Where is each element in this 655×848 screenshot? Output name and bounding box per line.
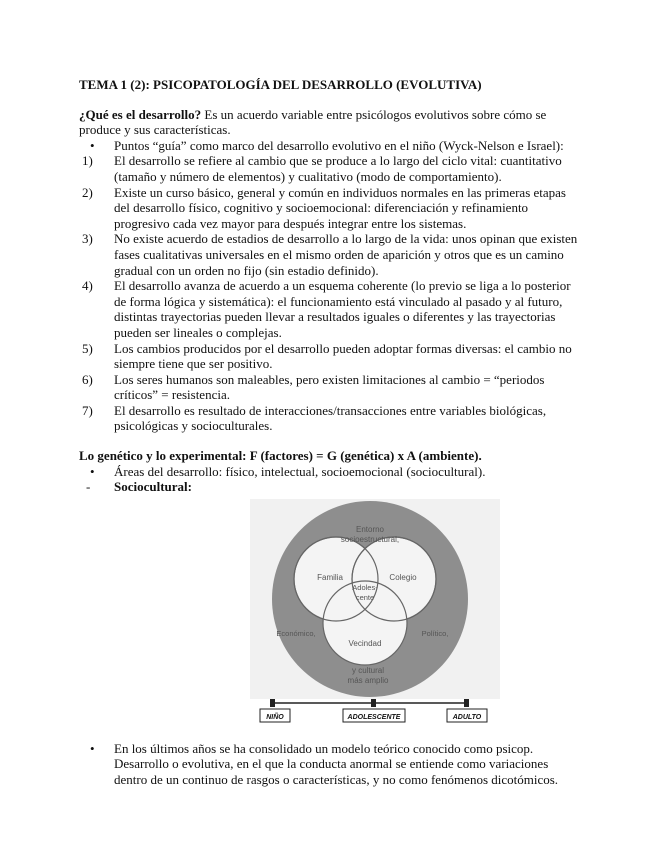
familia-label: Familia <box>317 572 343 582</box>
point-number: 2) <box>82 184 93 200</box>
final-bullet-text: En los últimos años se ha consolidado un modelo teórico conocido como psicop. Desarrollo o evolutiva, en el que la conducta anormal se entiende como variaciones dentro de un continuo de rasgos o características, y no como fenómenos dicotómicos. <box>114 740 559 788</box>
point-item <box>79 372 579 403</box>
stage-adolescente: ADOLESCENTE <box>347 713 401 721</box>
economico-label: Económico, <box>276 628 316 638</box>
point-text: Los cambios producidos por el desarrollo pueden adoptar formas diversas: el cambio no siempre tiene que ser positivo. <box>114 340 572 372</box>
point-text: El desarrollo es resultado de interacciones/transacciones entre variables biológicas, psicológicas y socioculturales. <box>114 402 547 434</box>
guide-bullet-text: Puntos “guía” como marco del desarrollo evolutivo en el niño (Wyck-Nelson e Israel): <box>114 137 564 153</box>
outer-top-1: Entorno <box>355 524 385 534</box>
center-label-1: Adoles- <box>352 582 378 592</box>
bullet-icon: • <box>90 740 95 756</box>
point-number: 4) <box>82 278 93 294</box>
vecindad-label: Vecindad <box>348 638 382 648</box>
point-number: 3) <box>82 231 93 247</box>
point-item <box>79 185 579 232</box>
outer-bottom-2: más amplio <box>347 675 389 685</box>
sociocultural-diagram <box>250 499 500 731</box>
final-bullet <box>79 741 579 788</box>
politico-label: Político, <box>421 628 449 638</box>
outer-bottom-1: y cultural <box>351 665 385 675</box>
intro-bold: ¿Qué es el desarrollo? <box>79 106 202 122</box>
intro-paragraph <box>79 107 579 138</box>
point-item <box>79 278 579 340</box>
point-item <box>79 403 579 434</box>
sociocultural-item <box>79 479 579 495</box>
colegio-label: Colegio <box>389 572 417 582</box>
center-label-2: cente <box>355 592 375 602</box>
stage-adulto: ADULTO <box>452 713 482 721</box>
diagram-svg <box>250 499 500 731</box>
point-number: 5) <box>82 340 93 356</box>
point-number: 1) <box>82 153 93 169</box>
sociocultural-label: Sociocultural: <box>114 479 192 495</box>
point-item <box>79 231 579 278</box>
stage-nino: NIÑO <box>266 713 284 721</box>
areas-bullet-text: Áreas del desarrollo: físico, intelectual, socioemocional (sociocultural). <box>114 463 486 479</box>
genetic-heading-text: Lo genético y lo experimental: F (factores) = G (genética) x A (ambiente). <box>79 448 482 464</box>
guide-bullet <box>79 138 579 154</box>
genetic-heading <box>79 448 579 464</box>
bullet-icon: • <box>90 463 95 479</box>
point-text: Los seres humanos son maleables, pero existen limitaciones al cambio = “periodos críticos” = resistencia. <box>114 371 545 403</box>
point-text: El desarrollo avanza de acuerdo a un esquema coherente (lo previo se liga a lo posterior de forma lógica y sistemática): el funcionamiento está vinculado al pasado y al futuro, distintas trayectorias pueden llevar a resultados iguales o diferentes y las trayectorias pueden ser lineales o complejas. <box>114 278 571 340</box>
areas-bullet <box>79 464 579 480</box>
point-item <box>79 153 579 184</box>
intro-text: Es un acuerdo variable entre psicólogos evolutivos sobre cómo se produce y sus características. <box>79 106 547 138</box>
point-number: 7) <box>82 402 93 418</box>
point-text: No existe acuerdo de estadios de desarrollo a lo largo de la vida: unos opinan que existen fases cualitativas universales en el mismo orden de aparición y otros que es un camino gradual con un orden no fijo (sin estadio definido). <box>114 231 578 278</box>
point-item <box>79 341 579 372</box>
points-list <box>79 153 579 434</box>
point-number: 6) <box>82 371 93 387</box>
point-text: El desarrollo se refiere al cambio que se produce a lo largo del ciclo vital: cuantitativo (tamaño y número de elementos) y cualitativo (modo de comportamiento). <box>114 153 562 184</box>
bullet-icon: • <box>90 137 95 153</box>
outer-top-2: socioestructural, <box>340 534 400 544</box>
document-page <box>79 77 579 788</box>
point-text: Existe un curso básico, general y común en individuos normales en las primeras etapas del desarrollo físico, cognitivo y socioemocional: diferenciación y refinamiento progresivo cada vez mayor para después integrar entre los sistemas. <box>114 184 566 231</box>
page-title: TEMA 1 (2): PSICOPATOLOGÍA DEL DESARROLLO (EVOLUTIVA) <box>79 77 482 92</box>
dash-marker: - <box>86 479 91 495</box>
